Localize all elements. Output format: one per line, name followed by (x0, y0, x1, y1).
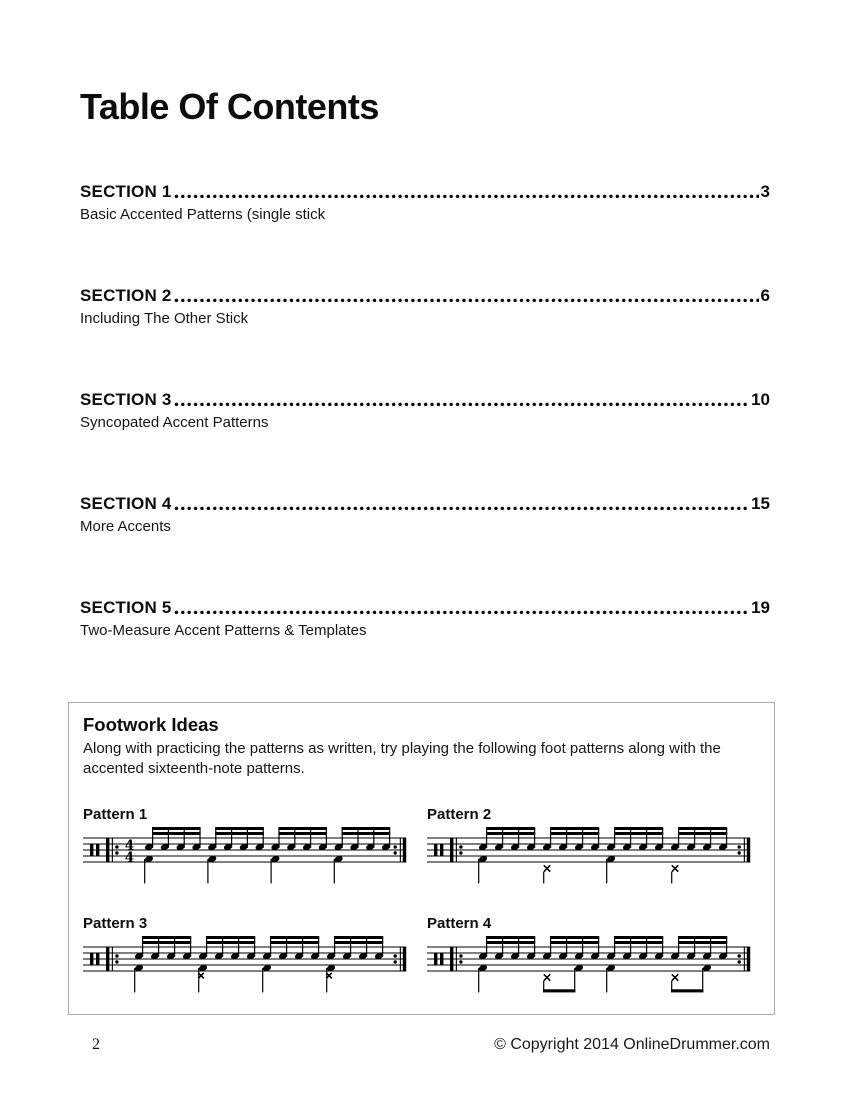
footwork-ideas-box (68, 702, 775, 1015)
toc-entry-section-5 (80, 598, 770, 641)
toc-entry-page-number: 15 (751, 494, 770, 513)
toc-entry-section-1 (80, 182, 770, 225)
drum-notation (427, 825, 761, 893)
dotted-leader (174, 506, 750, 511)
toc-entry-subtitle: More Accents (80, 518, 171, 535)
dotted-leader (174, 610, 750, 615)
dotted-leader (174, 194, 759, 199)
pattern-cell-3 (83, 915, 417, 1002)
dotted-leader (174, 298, 759, 303)
toc-entry-title: SECTION 1 (80, 182, 172, 201)
page-footer (80, 1036, 770, 1054)
toc-entry-subtitle: Two-Measure Accent Patterns & Templates (80, 622, 367, 639)
drum-notation (427, 934, 761, 1002)
toc-entry-page-number: 19 (751, 598, 770, 617)
toc-entry-heading (80, 286, 770, 306)
pattern-cell-2 (427, 806, 761, 893)
toc-entry-title: SECTION 5 (80, 598, 172, 617)
pattern-cell-4 (427, 915, 761, 1002)
toc-entry-subtitle: Basic Accented Patterns (single stick (80, 206, 326, 223)
toc-entry-section-4 (80, 494, 770, 537)
toc-entry-subtitle: Including The Other Stick (80, 310, 249, 327)
drum-notation (83, 825, 417, 893)
toc-entry-page-number: 6 (760, 286, 770, 305)
toc-entry-heading (80, 598, 770, 618)
pattern-cell-1 (83, 806, 417, 893)
toc-entry-title: SECTION 3 (80, 390, 172, 409)
toc-entry-section-2 (80, 286, 770, 329)
footwork-description: Along with practicing the patterns as written, try playing the following foot patterns along with the accented sixteenth-note patterns. (83, 740, 721, 778)
pattern-label: Pattern 4 (427, 914, 492, 932)
toc-entry-title: SECTION 2 (80, 286, 172, 305)
toc-entry-subtitle: Syncopated Accent Patterns (80, 414, 269, 431)
dotted-leader (174, 402, 750, 407)
drum-notation (83, 934, 417, 1002)
toc-entry-section-3 (80, 390, 770, 433)
pattern-grid (83, 806, 762, 1002)
toc-entry-heading (80, 494, 770, 514)
table-of-contents (80, 182, 770, 641)
toc-entry-page-number: 3 (760, 182, 770, 201)
svg-text:4: 4 (124, 837, 135, 854)
page-number: 2 (92, 1035, 100, 1053)
svg-text:4: 4 (124, 849, 135, 866)
toc-entry-heading (80, 390, 770, 410)
toc-entry-page-number: 10 (751, 390, 770, 409)
footwork-heading: Footwork Ideas (83, 714, 219, 735)
pattern-label: Pattern 3 (83, 914, 148, 932)
copyright-notice: © Copyright 2014 OnlineDrummer.com (494, 1035, 770, 1053)
toc-entry-heading (80, 182, 770, 202)
pattern-label: Pattern 2 (427, 805, 492, 823)
toc-entry-title: SECTION 4 (80, 494, 172, 513)
pattern-label: Pattern 1 (83, 805, 148, 823)
page-title: Table Of Contents (80, 86, 379, 127)
